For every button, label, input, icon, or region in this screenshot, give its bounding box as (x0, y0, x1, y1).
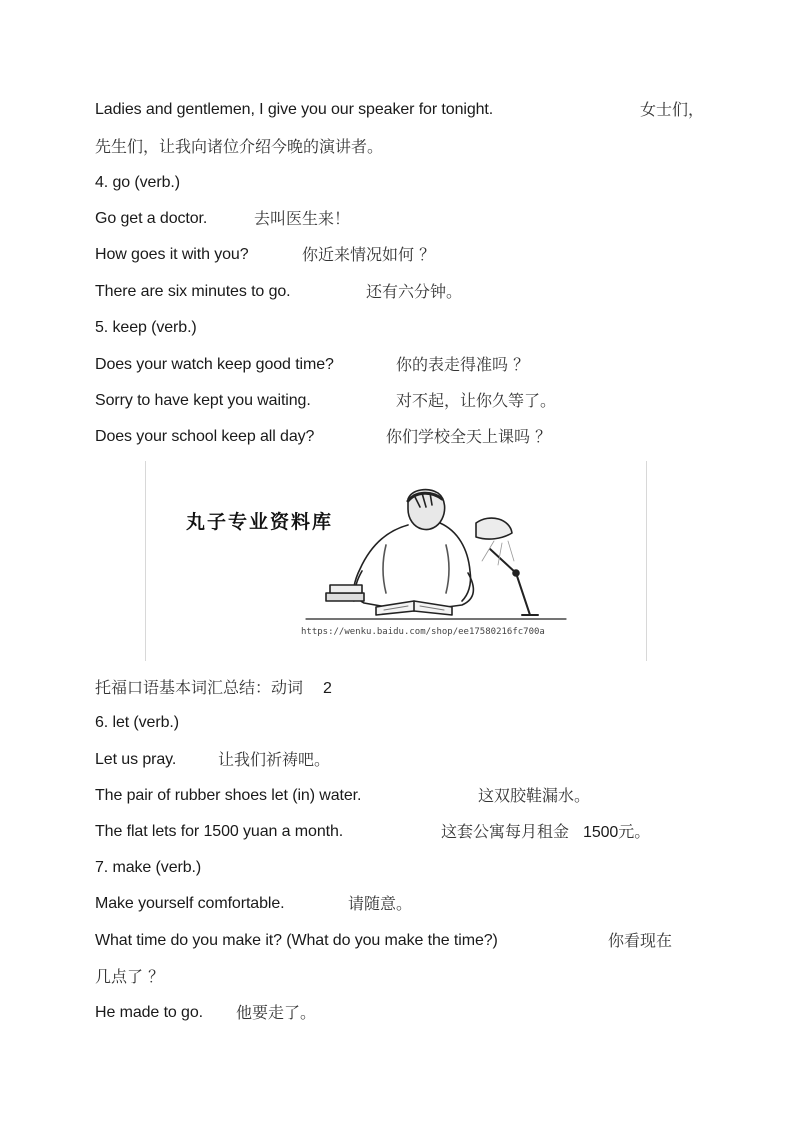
sentence-en: Go get a doctor. (95, 210, 208, 227)
entry-heading: 6. let (verb.) (95, 714, 179, 731)
sentence-zh: 对不起，让你久等了。 (396, 391, 557, 410)
entry-heading: 5. keep (verb.) (95, 319, 197, 336)
sentence-zh: 几点了 ？ (95, 967, 165, 986)
sentence-en: The flat lets for 1500 yuan a month. (95, 823, 344, 840)
figure-url: https://wenku.baidu.com/shop/ee17580216fc700a (301, 627, 545, 637)
sentence-en: How goes it with you? (95, 246, 249, 263)
sentence-zh: 女士们， (640, 100, 705, 119)
section-title (95, 677, 332, 700)
sentence-en: Ladies and gentlemen, I give you our speaker for tonight. (95, 101, 494, 118)
sentence-zh: 让我们祈祷吧。 (218, 750, 331, 769)
sentence-en: Let us pray. (95, 751, 177, 768)
entry-heading: 7. make (verb.) (95, 859, 202, 876)
sentence-zh: 你看现在 (608, 931, 673, 950)
section-title-number: 2 (323, 680, 332, 697)
sentence-en: What time do you make it? (What do you make the time?) (95, 932, 498, 949)
sentence-en: Does your watch keep good time? (95, 356, 334, 373)
sentence-en: He made to go. (95, 1004, 203, 1021)
sentence-zh-part: 这套公寓每月租金 (441, 822, 570, 841)
sentence-zh: 他要走了。 (236, 1003, 317, 1022)
sentence-zh: 先生们，让我向诸位介绍今晚的演讲者。 (95, 137, 384, 156)
sentence-zh: 去叫医生来！ (254, 209, 351, 228)
sentence-number: 1500 (583, 824, 619, 841)
sentence-zh (441, 821, 650, 844)
sentence-en: Sorry to have kept you waiting. (95, 392, 311, 409)
watermark-figure (145, 461, 647, 661)
entry-heading: 4. go (verb.) (95, 174, 180, 191)
sentence-en: There are six minutes to go. (95, 283, 291, 300)
sentence-zh: 你近来情况如何 ？ (302, 245, 436, 264)
figure-logo-text: 丸子专业资料库 (186, 511, 334, 533)
sentence-en: The pair of rubber shoes let (in) water. (95, 787, 362, 804)
sentence-zh: 请随意。 (348, 894, 413, 913)
section-title-text: 托福口语基本词汇总结：动词 (95, 678, 304, 697)
sentence-zh: 你们学校全天上课吗 ？ (386, 427, 552, 446)
sentence-zh: 还有六分钟。 (366, 282, 463, 301)
sentence-zh-part: 元。 (618, 822, 651, 841)
sentence-en: Does your school keep all day? (95, 428, 315, 445)
sentence-en: Make yourself comfortable. (95, 895, 285, 912)
sentence-zh: 你的表走得准吗 ？ (396, 355, 530, 374)
sentence-zh: 这双胶鞋漏水。 (478, 786, 591, 805)
